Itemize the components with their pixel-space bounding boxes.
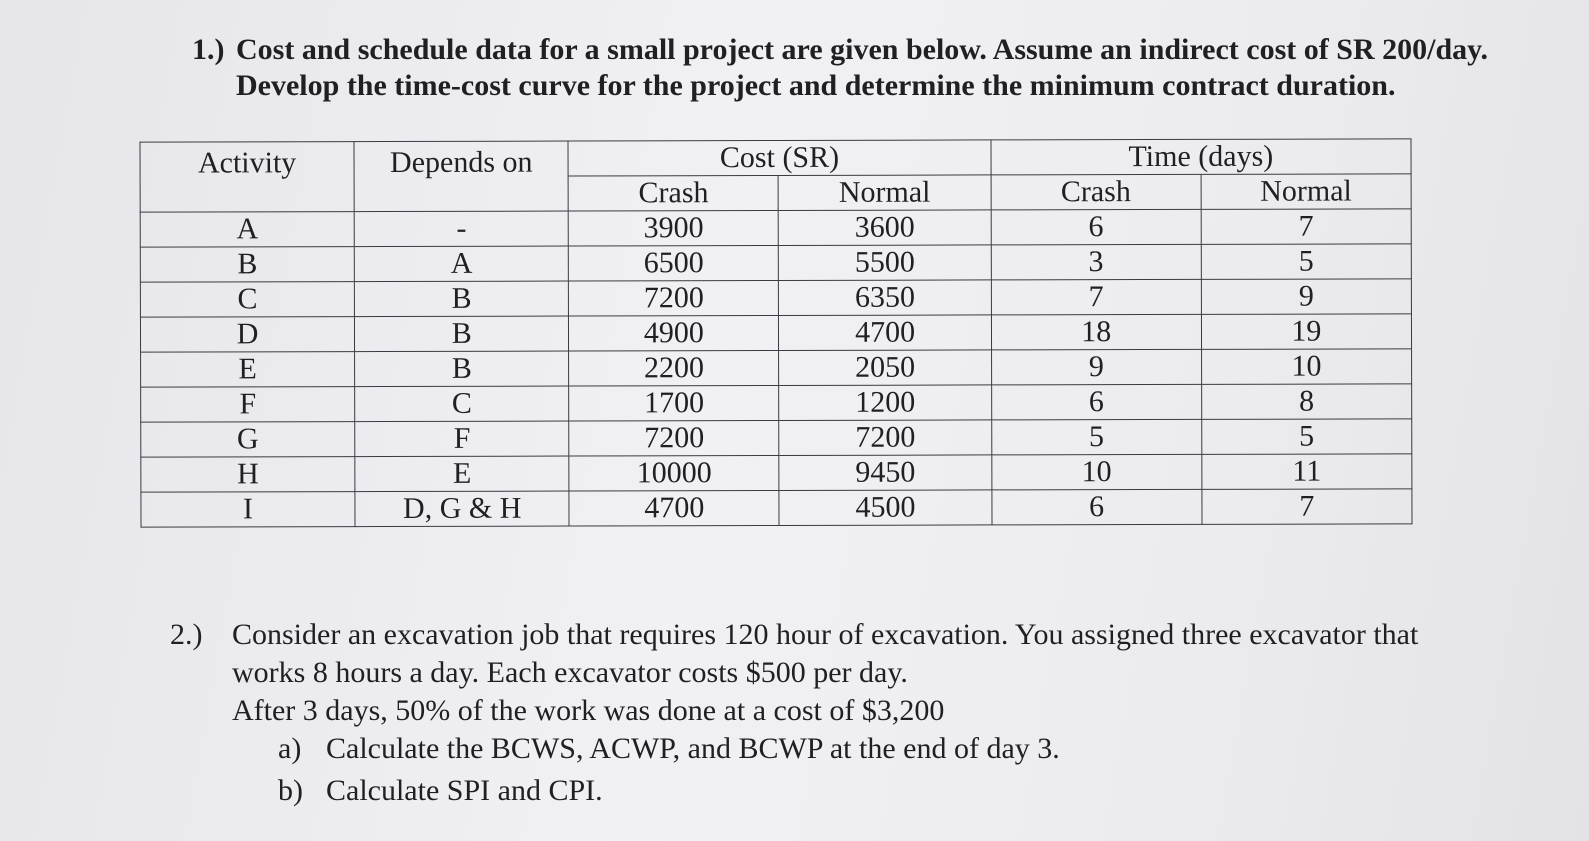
part-b-label: b) — [278, 774, 303, 807]
table-row — [141, 489, 1412, 527]
cell-time-normal: 8 — [1201, 384, 1411, 420]
cell-cost-normal: 4500 — [779, 490, 991, 526]
header-depends-on: Depends on — [354, 141, 568, 212]
cell-activity: B — [140, 247, 354, 283]
cell-depends-on: C — [355, 386, 569, 422]
cell-time-crash: 18 — [991, 314, 1201, 350]
table-header-row-1 — [140, 139, 1411, 177]
header-time-normal: Normal — [1201, 174, 1411, 210]
table-row — [141, 419, 1412, 457]
cell-cost-crash: 6500 — [569, 245, 779, 281]
cell-activity: D — [140, 317, 354, 353]
cell-cost-normal: 3600 — [779, 210, 991, 246]
cell-activity: G — [141, 422, 355, 458]
table-row — [140, 209, 1411, 247]
cell-depends-on: D, G & H — [355, 491, 569, 527]
cell-activity: I — [141, 492, 355, 528]
cell-cost-normal: 6350 — [779, 280, 991, 316]
table-row — [141, 384, 1412, 422]
cell-cost-crash: 4900 — [569, 315, 779, 351]
cell-time-crash: 10 — [991, 454, 1201, 490]
part-b-text: Calculate SPI and CPI. — [326, 774, 603, 807]
cell-depends-on: B — [355, 351, 569, 387]
cell-time-normal: 7 — [1201, 209, 1411, 245]
question-2-line-3: After 3 days, 50% of the work was done at a cost of $3,200 — [232, 694, 945, 727]
cell-cost-normal: 1200 — [779, 385, 991, 421]
part-a-label: a) — [278, 732, 302, 765]
header-activity: Activity — [140, 142, 354, 213]
cell-time-crash: 7 — [991, 279, 1201, 315]
cell-cost-normal: 7200 — [779, 420, 991, 456]
cell-depends-on: B — [355, 316, 569, 352]
table-row — [140, 314, 1411, 352]
question-2-line-2: works 8 hours a day. Each excavator costs $500 per day. — [232, 656, 908, 689]
cell-cost-crash: 2200 — [569, 350, 779, 386]
cell-cost-normal: 2050 — [779, 350, 991, 386]
cell-cost-crash: 10000 — [569, 455, 779, 491]
table-row — [141, 454, 1412, 492]
cell-time-crash: 6 — [991, 209, 1201, 245]
cost-schedule-table — [139, 138, 1412, 527]
question-1-line-1: Cost and schedule data for a small project are given below. Assume an indirect cost of SR 200/day. — [236, 33, 1488, 66]
part-a-text: Calculate the BCWS, ACWP, and BCWP at the end of day 3. — [326, 732, 1060, 765]
cell-depends-on: B — [355, 281, 569, 317]
cell-time-normal: 11 — [1202, 454, 1412, 490]
question-2-line-1: Consider an excavation job that requires 120 hour of excavation. You assigned three excavator that — [232, 618, 1419, 651]
cell-cost-normal: 4700 — [779, 315, 991, 351]
cell-activity: E — [141, 352, 355, 388]
cell-cost-crash: 7200 — [569, 280, 779, 316]
cell-time-normal: 5 — [1202, 419, 1412, 455]
cell-depends-on: A — [354, 246, 568, 282]
table-row — [140, 279, 1411, 317]
cell-time-crash: 6 — [992, 489, 1202, 525]
cell-time-crash: 9 — [991, 349, 1201, 385]
question-1-line-2: Develop the time-cost curve for the project and determine the minimum contract duration. — [236, 69, 1396, 102]
header-cost-crash: Crash — [568, 175, 778, 211]
cell-time-normal: 10 — [1201, 349, 1411, 385]
question-2-number: 2.) — [170, 618, 203, 651]
cell-cost-normal: 9450 — [779, 455, 991, 491]
cell-time-crash: 6 — [991, 384, 1201, 420]
cell-time-normal: 7 — [1202, 489, 1412, 525]
table-row — [141, 349, 1412, 387]
header-cost: Cost (SR) — [568, 140, 990, 176]
cell-time-normal: 19 — [1201, 314, 1411, 350]
header-time-crash: Crash — [991, 174, 1201, 210]
cell-activity: F — [141, 387, 355, 423]
cell-time-normal: 5 — [1201, 244, 1411, 280]
cell-cost-crash: 1700 — [569, 385, 779, 421]
cell-time-normal: 9 — [1201, 279, 1411, 315]
header-cost-normal: Normal — [779, 175, 991, 211]
cell-activity: H — [141, 457, 355, 493]
cell-cost-crash: 3900 — [568, 210, 778, 246]
cell-depends-on: E — [355, 456, 569, 492]
cell-time-crash: 5 — [991, 419, 1201, 455]
cell-depends-on: F — [355, 421, 569, 457]
question-1-number: 1.) — [192, 33, 225, 66]
cell-cost-normal: 5500 — [779, 245, 991, 281]
cell-cost-crash: 7200 — [569, 420, 779, 456]
cell-activity: C — [140, 282, 354, 318]
cell-depends-on: - — [354, 211, 568, 247]
cell-cost-crash: 4700 — [569, 490, 779, 526]
header-time: Time (days) — [991, 139, 1411, 175]
cell-activity: A — [140, 212, 354, 248]
cell-time-crash: 3 — [991, 244, 1201, 280]
table-row — [140, 244, 1411, 282]
